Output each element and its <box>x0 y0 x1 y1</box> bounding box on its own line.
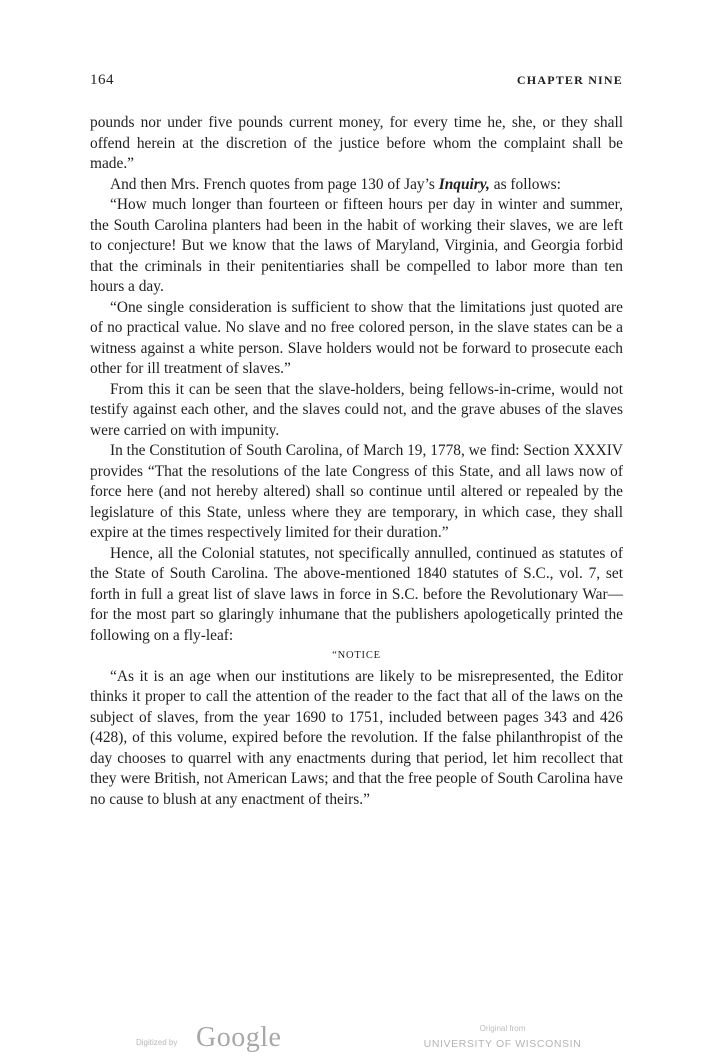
paragraph-1: pounds nor under five pounds current money, for every time he, she, or they shall offend herein at the discretion of the justice before whom the complaint shall be made.” <box>90 114 623 172</box>
paragraph-5: From this it can be seen that the slave-holders, being fellows-in-crime, would not testify against each other, and the slaves could not, and the grave abuses of the slaves were carried on with impunity. <box>90 380 623 439</box>
paragraph-6: In the Constitution of South Carolina, of March 19, 1778, we find: Section XXXIV provides “That the resolutions of the late Congress of this State, and all laws now of force here (and not hereby altered) shall so continue until altered or repealed by the legislature of this State, unless where they are temporary, in which case, they shall expire at the times respectively limited for their duration.” <box>90 442 623 541</box>
paragraph-2 <box>90 175 623 196</box>
paragraph-8: “As it is an age when our institutions are likely to be misrepresented, the Editor thinks it proper to call the attention of the reader to the fact that all of the laws on the subject of slaves, from the year 1690 to 1751, included between pages 343 and 426 (428), of this volume, expired before the revolution. If the false philanthropist of the day chooses to quarrel with any enactments during that period, let him recollect that they were British, not American Laws; and that the free people of South Carolina have no cause to blush at any enactment of theirs.” <box>90 667 623 808</box>
paragraph-7: Hence, all the Colonial statutes, not specifically annulled, continued as statutes of the State of South Carolina. The above-mentioned 1840 statutes of S.C., vol. 7, set forth in full a great list of slave laws in force in S.C. before the Revolutionary War—for the most part so glaringly inhumane that the publishers apologetically printed the following on a fly-leaf: <box>90 544 623 644</box>
page-number: 164 <box>90 72 114 88</box>
digitization-footer <box>0 1010 711 1064</box>
google-logo: Google <box>196 1022 282 1053</box>
running-head: CHAPTER NINE <box>516 73 623 87</box>
page-body <box>90 113 623 810</box>
paragraph-2-text-after: as follows: <box>489 175 561 193</box>
paragraph-4: “One single consideration is sufficient to show that the limitations just quoted are of no practical value. No slave and no free colored person, in the slave states can be a witness against a white person. Slave holders would not be forward to prosecute each other for ill treatment of slaves.” <box>90 298 623 377</box>
university-label: UNIVERSITY OF WISCONSIN <box>423 1038 582 1050</box>
page-header <box>90 72 623 92</box>
original-from-label: Original from <box>479 1024 526 1033</box>
paragraph-3: “How much longer than fourteen or fifteen hours per day in winter and summer, the South Carolina planters had been in the habit of working their slaves, we are left to conjecture! But we know that the laws of Maryland, Virginia, and Georgia forbid that the criminals in their penitentiaries shall be compelled to labor more than ten hours a day. <box>90 196 623 295</box>
inquiry-title: Inquiry, <box>438 175 490 193</box>
paragraph-2-text-before: And then Mrs. French quotes from page 130 of Jay’s <box>110 175 439 193</box>
digitized-by-label: Digitized by <box>136 1038 178 1047</box>
notice-heading: “NOTICE <box>332 650 381 661</box>
